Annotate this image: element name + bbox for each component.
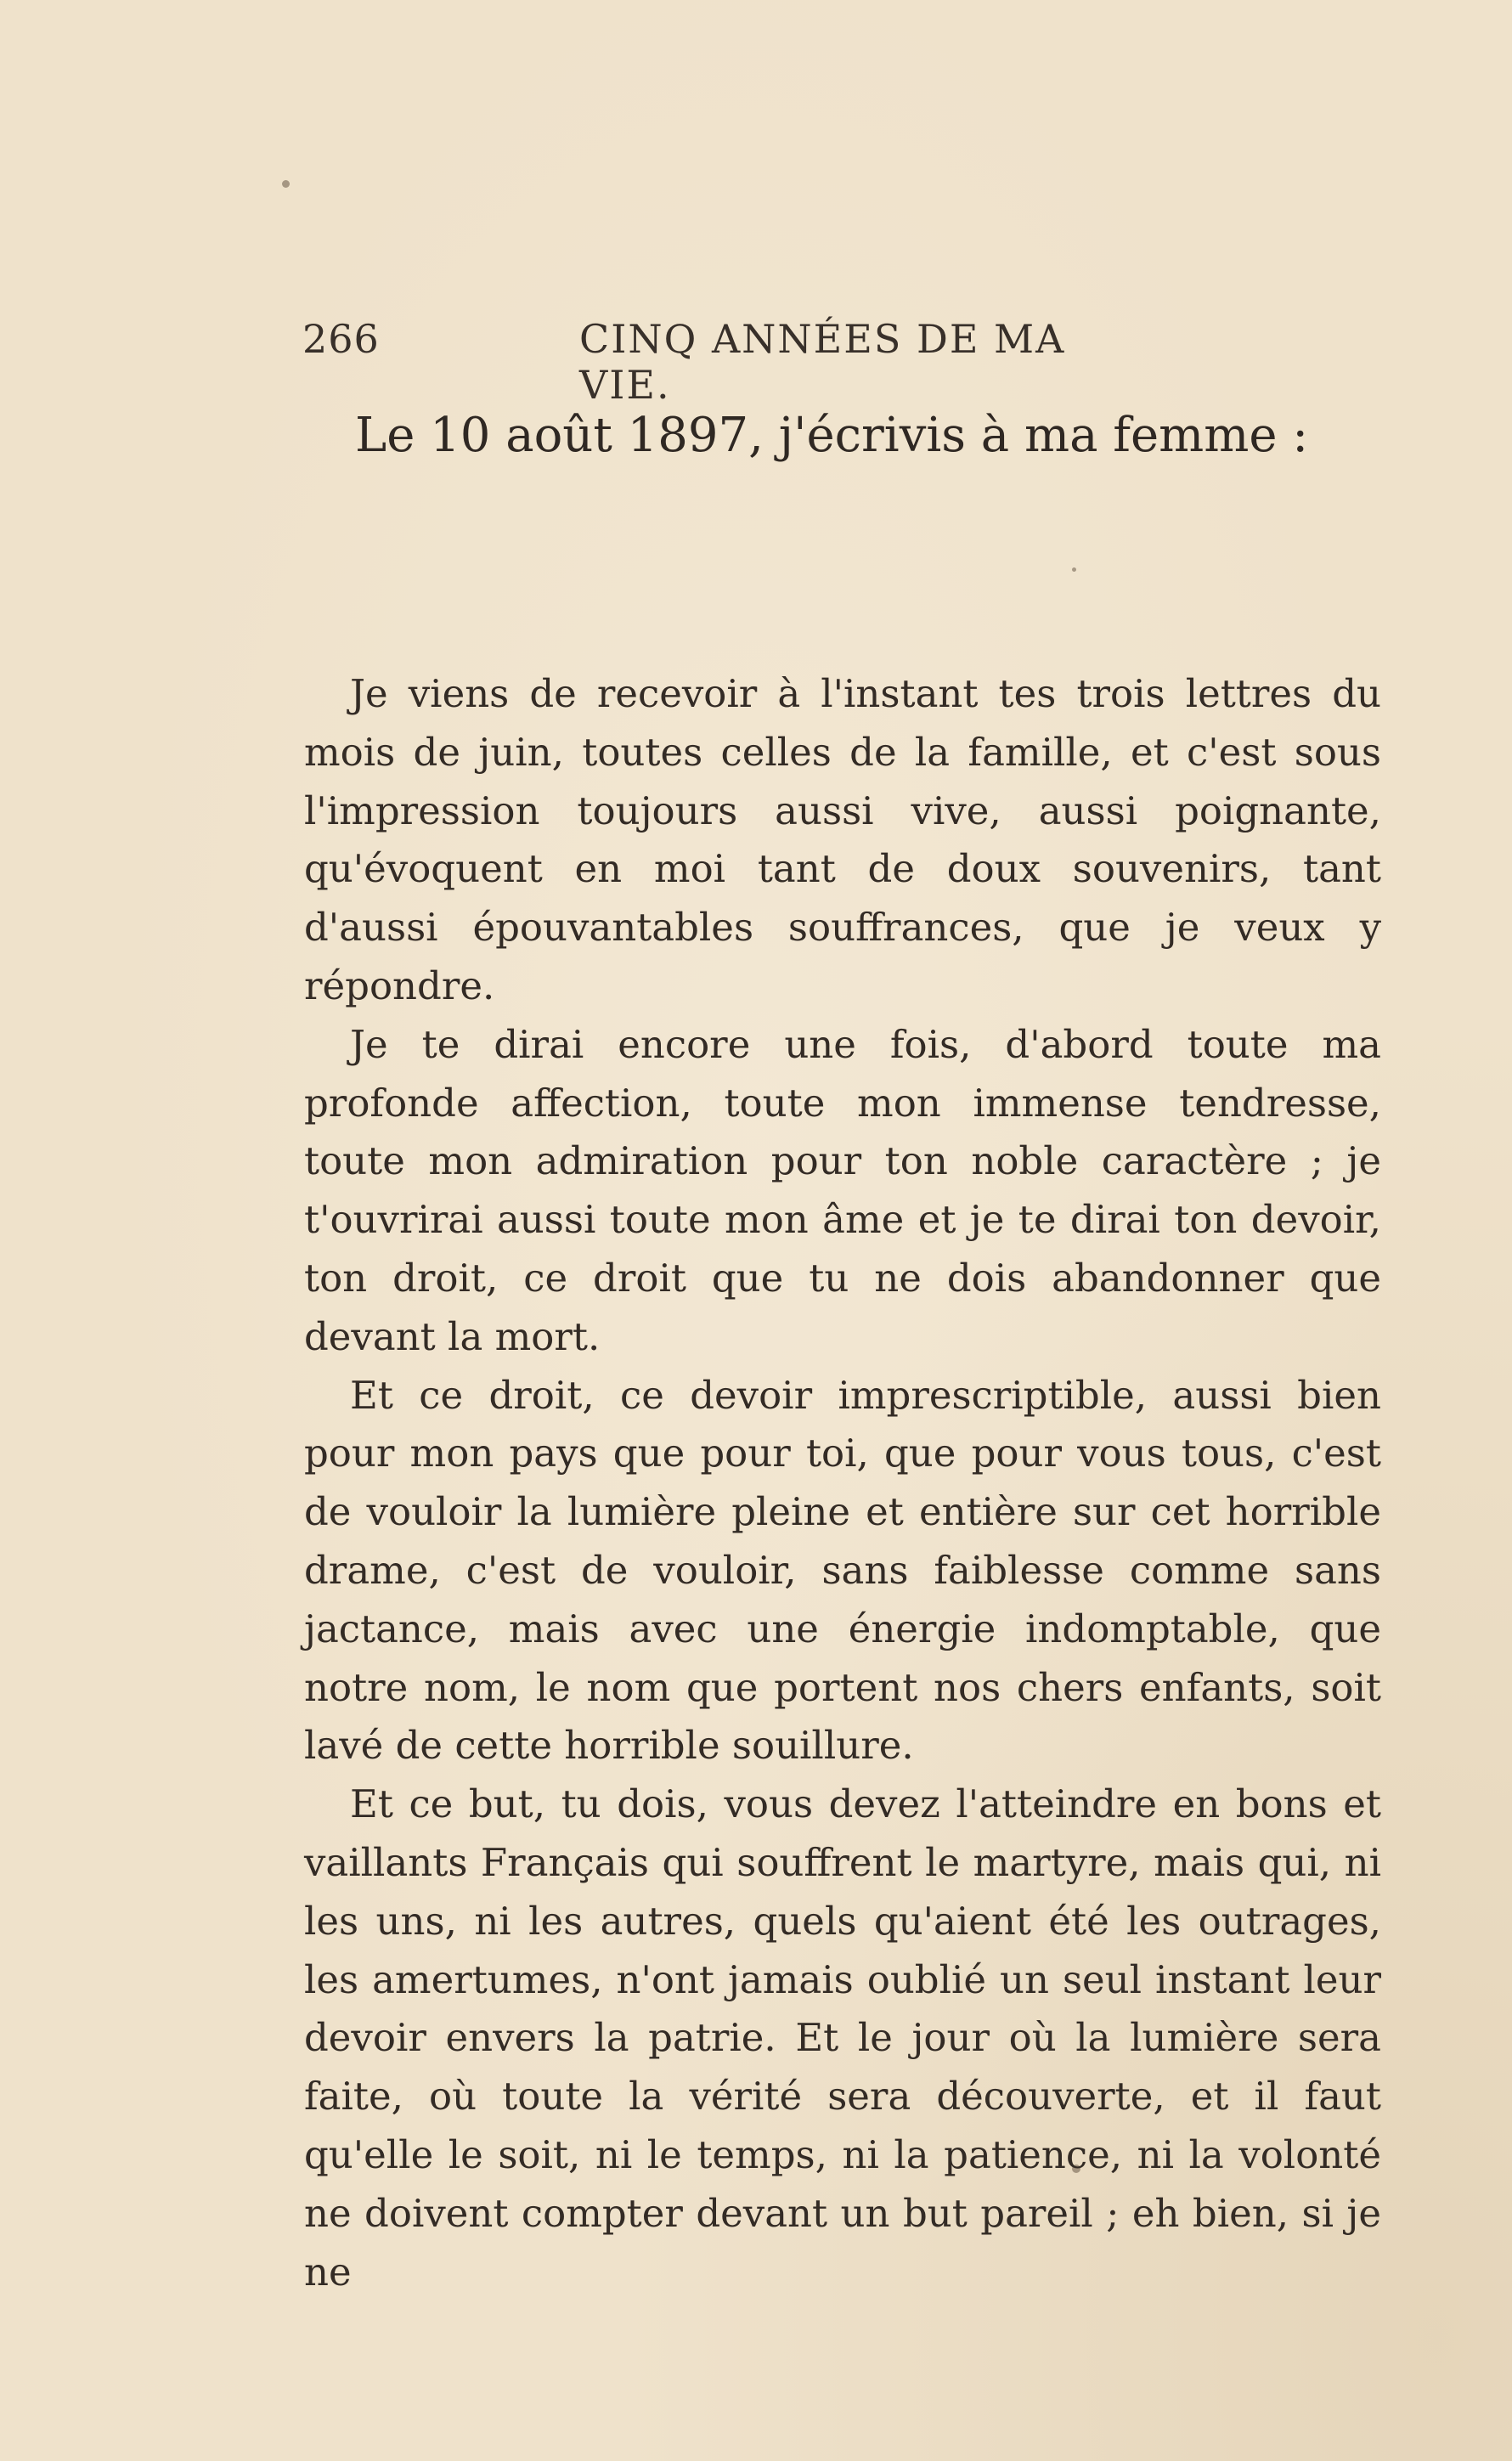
ink-speck xyxy=(1072,567,1076,572)
ink-speck xyxy=(282,180,290,188)
paragraph: Et ce droit, ce devoir imprescriptible, aussi bien pour mon pays que pour toi, que pour vous tous, c'est de vouloir la lumière pleine et entière sur cet horrible drame, c'est de vouloir, sans faiblesse comme sans jactance, mais avec une énergie indomptable, que notre nom, le nom que portent nos chers enfants, soit lavé de cette horrible souillure. xyxy=(304,1372,1381,1769)
paragraph: Je te dirai encore une fois, d'abord toute ma profonde affection, toute mon immense tendresse, toute mon admiration pour ton noble caractère ; je t'ouvrirai aussi toute mon âme et je te dirai ton devoir, ton droit, ce droit que tu ne dois abandonner que devant la mort. xyxy=(304,1021,1381,1359)
running-title: CINQ ANNÉES DE MA VIE. xyxy=(579,316,1066,408)
opening-line: Le 10 août 1897, j'écrivis à ma femme : xyxy=(355,408,1309,463)
paragraph: Je viens de recevoir à l'instant tes trois lettres du mois de juin, toutes celles de la famille, et c'est sous l'impression toujours aussi vive, aussi poignante, qu'évoquent en moi tant de doux souvenirs, tant d'aussi épouvantables souffrances, que je veux y répondre. xyxy=(304,671,1381,1008)
letter-body xyxy=(304,665,1381,2301)
paragraph: Et ce but, tu dois, vous devez l'atteindre en bons et vaillants Français qui souffrent le martyre, mais qui, ni les uns, ni les autres, quels qu'aient été les outrages, les amertumes, n'ont jamais oublié un seul instant leur devoir envers la patrie. Et le jour où la lumière sera faite, où toute la vérité sera découverte, et il faut qu'elle le soit, ni le temps, ni la patience, ni la volonté ne doivent compter devant un but pareil ; eh bien, si je ne xyxy=(304,1781,1381,2294)
running-head xyxy=(302,316,1152,408)
page-number: 266 xyxy=(302,316,380,362)
